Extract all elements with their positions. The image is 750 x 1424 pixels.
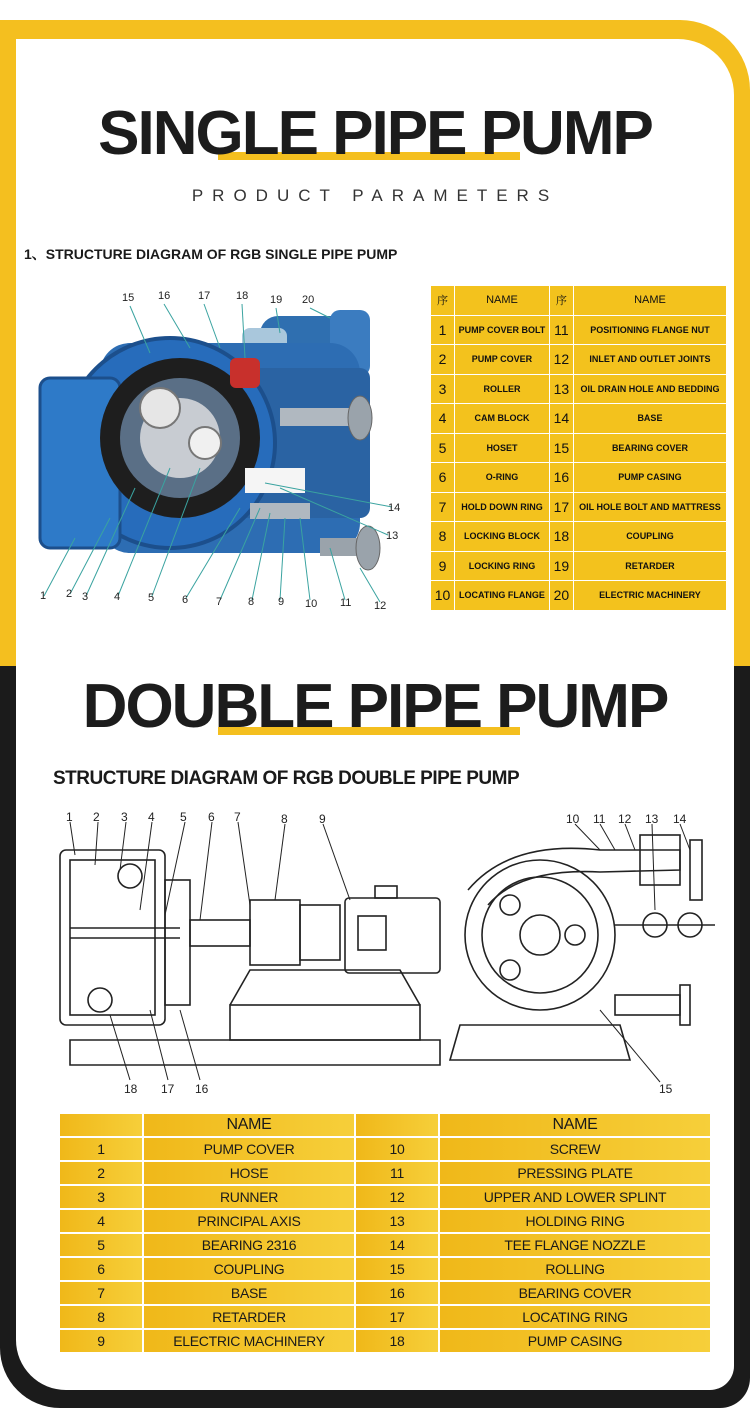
callout-7: 7 (216, 596, 223, 608)
callout-7: 7 (234, 810, 241, 824)
table-row (59, 1281, 711, 1305)
callout-17: 17 (161, 1082, 175, 1096)
part-number: 15 (355, 1257, 439, 1281)
name-header: NAME (439, 1113, 711, 1137)
callout-13: 13 (386, 530, 399, 542)
callout-12: 12 (618, 812, 632, 826)
callout-16: 16 (158, 290, 171, 302)
table-row (431, 345, 727, 375)
part-name: PUMP CASING (439, 1329, 711, 1353)
table-row (59, 1209, 711, 1233)
part-name: BEARING COVER (573, 433, 726, 463)
part-number: 6 (59, 1257, 143, 1281)
part-name: COUPLING (143, 1257, 355, 1281)
callout-18: 18 (124, 1082, 138, 1096)
table-row (431, 492, 727, 522)
part-number: 16 (549, 463, 573, 493)
callout-5: 5 (148, 592, 155, 604)
single-pump-illustration (30, 288, 410, 618)
double-pump-diagram (40, 810, 730, 1105)
part-name: BASE (143, 1281, 355, 1305)
callout-2: 2 (66, 588, 73, 600)
single-pump-drawing (30, 288, 410, 618)
seq-header: 序 (549, 286, 573, 316)
part-number: 4 (431, 404, 455, 434)
table-header-row (431, 286, 727, 316)
table-row (59, 1233, 711, 1257)
part-name: RUNNER (143, 1185, 355, 1209)
part-name: ROLLER (455, 374, 550, 404)
table-row (431, 374, 727, 404)
part-name: ELECTRIC MACHINERY (143, 1329, 355, 1353)
part-name: PRINCIPAL AXIS (143, 1209, 355, 1233)
callout-14: 14 (388, 502, 401, 514)
part-number: 7 (431, 492, 455, 522)
table-row (431, 463, 727, 493)
part-number: 3 (59, 1185, 143, 1209)
table-row (59, 1305, 711, 1329)
callout-11: 11 (340, 597, 352, 609)
part-number: 7 (59, 1281, 143, 1305)
callout-15: 15 (659, 1082, 673, 1096)
part-number: 18 (549, 522, 573, 552)
part-number: 1 (59, 1137, 143, 1161)
callout-18: 18 (236, 290, 249, 302)
part-number: 9 (431, 551, 455, 581)
double-parts-table (58, 1112, 712, 1354)
callout-14: 14 (673, 812, 687, 826)
seq-header: 序 (431, 286, 455, 316)
part-number: 2 (59, 1161, 143, 1185)
part-name: SCREW (439, 1137, 711, 1161)
table-row (431, 315, 727, 345)
part-name: LOCKING RING (455, 551, 550, 581)
double-pump-title: DOUBLE PIPE PUMP (82, 672, 668, 741)
part-number: 11 (355, 1161, 439, 1185)
part-name: PUMP COVER BOLT (455, 315, 550, 345)
callout-3: 3 (82, 591, 89, 603)
callout-6: 6 (208, 810, 215, 824)
part-number: 1 (431, 315, 455, 345)
table-row (59, 1257, 711, 1281)
part-name: PUMP COVER (143, 1137, 355, 1161)
part-number: 17 (355, 1305, 439, 1329)
seq-header (355, 1113, 439, 1137)
callout-1: 1 (66, 810, 73, 824)
callout-19: 19 (270, 294, 283, 306)
part-name: HOLDING RING (439, 1209, 711, 1233)
callout-2: 2 (93, 810, 100, 824)
callout-9: 9 (278, 596, 285, 608)
part-name: BASE (573, 404, 726, 434)
callout-4: 4 (148, 810, 155, 824)
part-number: 13 (549, 374, 573, 404)
table-row (59, 1185, 711, 1209)
part-number: 20 (549, 581, 573, 611)
part-number: 12 (355, 1185, 439, 1209)
single-pump-title: SINGLE PIPE PUMP (98, 99, 652, 168)
double-pump-drawing (40, 810, 730, 1105)
part-name: PUMP COVER (455, 345, 550, 375)
part-name: CAM BLOCK (455, 404, 550, 434)
part-number: 12 (549, 345, 573, 375)
callout-9: 9 (319, 812, 326, 826)
part-name: RETARDER (573, 551, 726, 581)
part-number: 9 (59, 1329, 143, 1353)
callout-8: 8 (248, 596, 255, 608)
callout-15: 15 (122, 292, 135, 304)
part-name: ELECTRIC MACHINERY (573, 581, 726, 611)
part-number: 13 (355, 1209, 439, 1233)
part-name: HOLD DOWN RING (455, 492, 550, 522)
callout-20: 20 (302, 294, 315, 306)
single-structure-heading: 1、STRUCTURE DIAGRAM OF RGB SINGLE PIPE PUMP (24, 246, 398, 262)
part-number: 11 (549, 315, 573, 345)
table-row (59, 1137, 711, 1161)
callout-10: 10 (566, 812, 580, 826)
part-number: 5 (59, 1233, 143, 1257)
part-number: 14 (549, 404, 573, 434)
name-header: NAME (573, 286, 726, 316)
part-name: O-RING (455, 463, 550, 493)
part-name: LOCATING FLANGE (455, 581, 550, 611)
callout-13: 13 (645, 812, 659, 826)
part-name: BEARING 2316 (143, 1233, 355, 1257)
callout-1: 1 (40, 590, 47, 602)
callout-11: 11 (593, 812, 606, 826)
part-name: RETARDER (143, 1305, 355, 1329)
part-number: 3 (431, 374, 455, 404)
part-number: 6 (431, 463, 455, 493)
part-name: TEE FLANGE NOZZLE (439, 1233, 711, 1257)
part-name: BEARING COVER (439, 1281, 711, 1305)
callout-4: 4 (114, 591, 121, 603)
part-name: HOSET (455, 433, 550, 463)
part-number: 8 (431, 522, 455, 552)
part-number: 14 (355, 1233, 439, 1257)
table-row (431, 433, 727, 463)
table-row (431, 551, 727, 581)
table-row (431, 404, 727, 434)
part-number: 8 (59, 1305, 143, 1329)
table-row (59, 1161, 711, 1185)
seq-header (59, 1113, 143, 1137)
part-name: LOCATING RING (439, 1305, 711, 1329)
part-number: 10 (431, 581, 455, 611)
table-header-row (59, 1113, 711, 1137)
part-name: LOCKING BLOCK (455, 522, 550, 552)
double-structure-heading: STRUCTURE DIAGRAM OF RGB DOUBLE PIPE PUMP (53, 768, 520, 789)
part-name: UPPER AND LOWER SPLINT (439, 1185, 711, 1209)
table-row (431, 581, 727, 611)
part-number: 4 (59, 1209, 143, 1233)
callout-10: 10 (305, 598, 318, 610)
part-number: 16 (355, 1281, 439, 1305)
callout-3: 3 (121, 810, 128, 824)
part-name: HOSE (143, 1161, 355, 1185)
name-header: NAME (455, 286, 550, 316)
callout-16: 16 (195, 1082, 209, 1096)
single-parts-table (430, 285, 727, 611)
table-row (59, 1329, 711, 1353)
part-number: 18 (355, 1329, 439, 1353)
part-number: 5 (431, 433, 455, 463)
part-name: INLET AND OUTLET JOINTS (573, 345, 726, 375)
part-number: 2 (431, 345, 455, 375)
part-number: 15 (549, 433, 573, 463)
callout-17: 17 (198, 290, 211, 302)
callout-6: 6 (182, 594, 189, 606)
callout-12: 12 (374, 600, 387, 612)
part-name: ROLLING (439, 1257, 711, 1281)
part-number: 19 (549, 551, 573, 581)
part-name: OIL HOLE BOLT AND MATTRESS (573, 492, 726, 522)
part-name: OIL DRAIN HOLE AND BEDDING (573, 374, 726, 404)
product-parameters-subtitle: PRODUCT PARAMETERS (191, 186, 559, 205)
part-name: PUMP CASING (573, 463, 726, 493)
part-name: POSITIONING FLANGE NUT (573, 315, 726, 345)
part-name: PRESSING PLATE (439, 1161, 711, 1185)
name-header: NAME (143, 1113, 355, 1137)
part-name: COUPLING (573, 522, 726, 552)
table-row (431, 522, 727, 552)
part-number: 10 (355, 1137, 439, 1161)
callout-8: 8 (281, 812, 288, 826)
part-number: 17 (549, 492, 573, 522)
callout-5: 5 (180, 810, 187, 824)
